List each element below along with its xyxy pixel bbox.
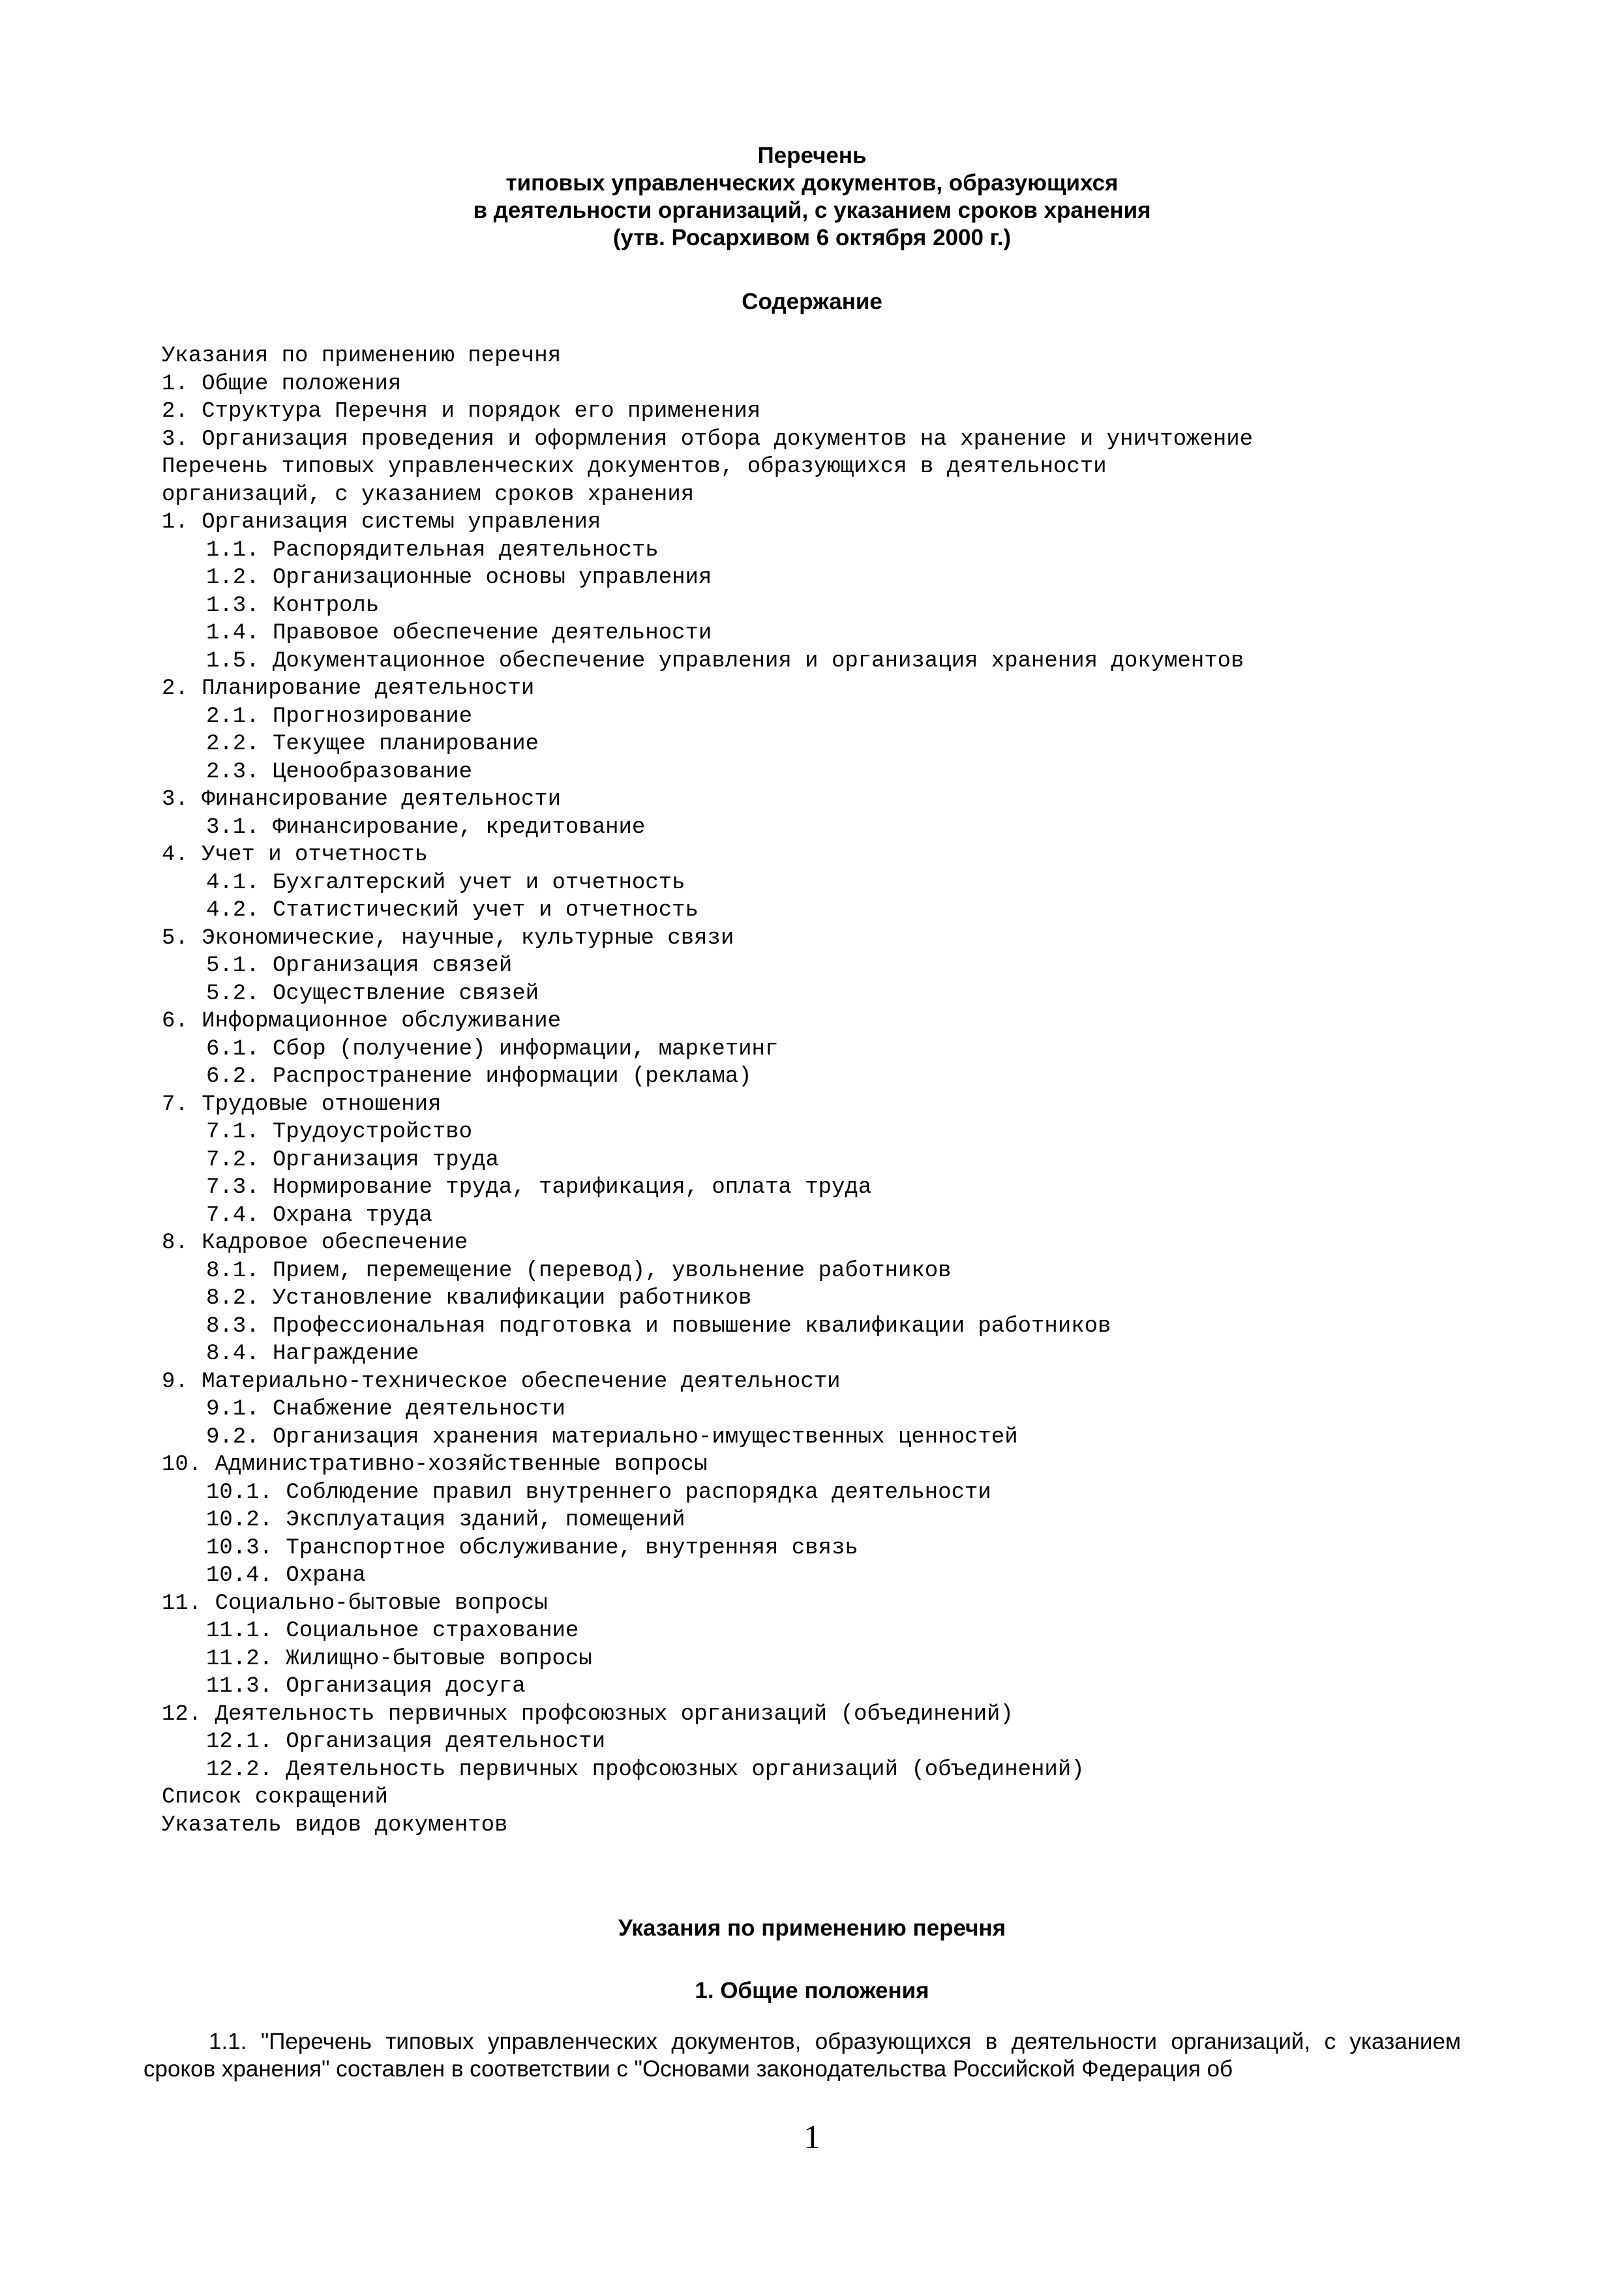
toc-item: 5. Экономические, научные, культурные связи (162, 925, 734, 951)
toc-item: 6. Информационное обслуживание (162, 1009, 562, 1034)
toc-item: 1. Общие положения (162, 371, 402, 397)
toc-item: 4. Учет и отчетность (162, 843, 429, 867)
toc-subitem: 4.1. Бухгалтерский учет и отчетность (206, 870, 685, 895)
toc-item: 7. Трудовые отношения (162, 1092, 442, 1117)
toc-subitem: 3.1. Финансирование, кредитование (206, 815, 646, 840)
toc-subitem: 6.2. Распространение информации (реклама) (206, 1064, 752, 1089)
toc-subitem: 5.1. Организация связей (206, 953, 513, 978)
toc-subitem: 1.4. Правовое обеспечение деятельности (206, 621, 712, 646)
title-line-4: (утв. Росархивом 6 октября 2000 г.) (612, 225, 1012, 250)
toc-subitem: 9.1. Снабжение деятельности (206, 1397, 565, 1422)
toc-item: Перечень типовых управленческих документов, образующихся в деятельности организаций, с указанием сроков хранения (162, 455, 1107, 507)
toc-subitem: 7.4. Охрана труда (206, 1203, 432, 1228)
toc-subitem: 1.3. Контроль (206, 593, 380, 618)
toc-subitem: 2.2. Текущее планирование (206, 732, 539, 756)
toc-subitem: 11.3. Организация досуга (206, 1674, 526, 1699)
toc-item: 11. Социально-бытовые вопросы (162, 1591, 548, 1616)
toc-subitem: 6.1. Сбор (получение) информации, маркетинг (206, 1036, 779, 1062)
title-line-2: типовых управленческих документов, образующихся (505, 170, 1119, 196)
toc-item: Указатель видов документов (162, 1812, 508, 1838)
toc-subitem: 11.1. Социальное страхование (206, 1619, 579, 1643)
toc-item: 10. Административно-хозяйственные вопросы (162, 1452, 708, 1477)
title-line-3: в деятельности организаций, с указанием сроков хранения (473, 198, 1151, 223)
toc-subitem: 10.1. Соблюдение правил внутреннего распорядка деятельности (206, 1480, 991, 1505)
toc-subitem: 8.3. Профессиональная подготовка и повышение квалификации работников (206, 1313, 1111, 1339)
toc-item: 3. Финансирование деятельности (162, 787, 562, 812)
toc-item: 2. Структура Перечня и порядок его применения (162, 399, 761, 424)
toc-subitem: 1.5. Документационное обеспечение управления и организация хранения документов (206, 648, 1244, 674)
section-heading: Указания по применению перечня (618, 1915, 1006, 1941)
toc-item: 2. Планирование деятельности (162, 676, 535, 701)
toc-subitem: 12.1. Организация деятельности (206, 1729, 606, 1754)
contents-heading: Содержание (742, 289, 882, 314)
toc-subitem: 5.2. Осуществление связей (206, 981, 539, 1006)
toc-item: 12. Деятельность первичных профсоюзных организаций (объединений) (162, 1701, 1014, 1727)
page-number: 1 (804, 2119, 820, 2156)
toc-subitem: 8.4. Награждение (206, 1341, 419, 1366)
toc-subitem: 10.3. Транспортное обслуживание, внутренняя связь (206, 1535, 858, 1561)
toc-item: 8. Кадровое обеспечение (162, 1231, 468, 1255)
subsection-heading: 1. Общие положения (695, 1978, 929, 2003)
toc-subitem: 11.2. Жилищно-бытовые вопросы (206, 1646, 592, 1671)
table-of-contents (162, 342, 1271, 1839)
paragraph-1: 1.1. "Перечень типовых управленческих документов, образующихся в деятельности организаций, с указанием сроков хранения" составлен в соответствии с "Основами законодательства Российской Федерация об (143, 2029, 1461, 2082)
toc-item: Указания по применению перечня (162, 344, 562, 368)
toc-item: 9. Материально-техническое обеспечение деятельности (162, 1369, 841, 1394)
body-text (143, 2028, 1461, 2083)
toc-subitem: 12.2. Деятельность первичных профсоюзных организаций (объединений) (206, 1757, 1085, 1782)
toc-subitem: 9.2. Организация хранения материально-имущественных ценностей (206, 1424, 1018, 1450)
toc-item: 3. Организация проведения и оформления отбора документов на хранение и уничтожение (162, 427, 1254, 452)
title-line-1: Перечень (757, 143, 867, 168)
toc-subitem: 8.1. Прием, перемещение (перевод), увольнение работников (206, 1258, 952, 1283)
toc-subitem: 2.1. Прогнозирование (206, 704, 473, 729)
document-title (0, 142, 1624, 252)
toc-subitem: 7.1. Трудоустройство (206, 1120, 473, 1145)
toc-subitem: 7.3. Нормирование труда, тарификация, оплата труда (206, 1175, 872, 1200)
toc-subitem: 4.2. Статистический учет и отчетность (206, 898, 699, 923)
toc-subitem: 8.2. Установление квалификации работников (206, 1286, 752, 1311)
toc-subitem: 10.2. Эксплуатация зданий, помещений (206, 1508, 685, 1533)
toc-item: Список сокращений (162, 1785, 388, 1810)
toc-subitem: 2.3. Ценообразование (206, 759, 473, 785)
toc-item: 1. Организация системы управления (162, 510, 601, 535)
toc-subitem: 1.1. Распорядительная деятельность (206, 537, 659, 563)
toc-subitem: 10.4. Охрана (206, 1563, 366, 1588)
toc-subitem: 7.2. Организация труда (206, 1147, 499, 1173)
toc-subitem: 1.2. Организационные основы управления (206, 565, 712, 590)
